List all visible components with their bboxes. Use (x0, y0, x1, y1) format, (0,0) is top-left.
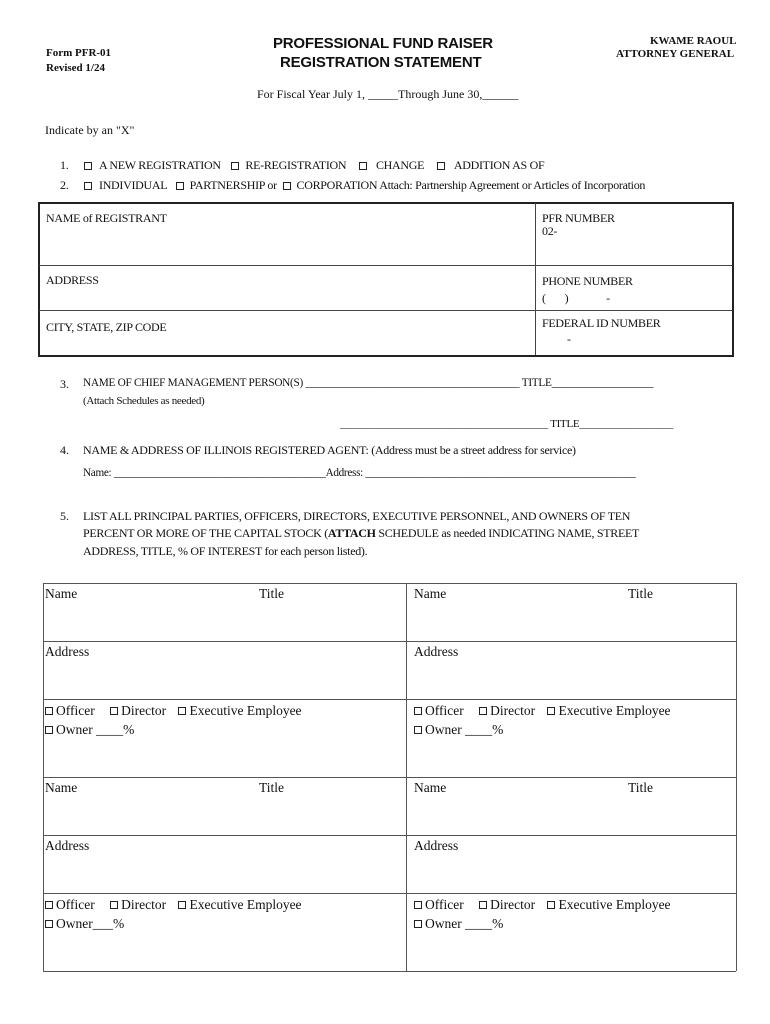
item-5-attach-bold: ATTACH (327, 526, 376, 540)
federal-id-field[interactable]: - (567, 332, 571, 346)
registered-agent-fields[interactable]: Name: ________________________________________Address: ___________________________________________________ (83, 467, 636, 479)
person-1-director-checkbox[interactable] (110, 707, 118, 715)
person-3-name-field[interactable]: Name (45, 780, 78, 795)
item-1-options (84, 158, 544, 173)
person-4-officer-label: Officer (425, 897, 464, 912)
person-4-owner-label: Owner ____% (425, 916, 504, 931)
person-4-roles (414, 897, 671, 913)
person-3-owner-label: Owner___% (56, 916, 125, 931)
person-1-owner[interactable] (45, 722, 134, 738)
person-4-owner[interactable] (414, 916, 503, 932)
table-border-bottom (43, 971, 736, 972)
item-5-line-1: LIST ALL PRINCIPAL PARTIES, OFFICERS, DIRECTORS, EXECUTIVE PERSONNEL, AND OWNERS OF TEN (83, 509, 631, 523)
person-1-executive-checkbox[interactable] (178, 707, 186, 715)
person-4-executive-checkbox[interactable] (547, 901, 555, 909)
change-checkbox[interactable] (359, 162, 367, 170)
item-5-line-3: ADDRESS, TITLE, % OF INTEREST for each person listed). (83, 544, 368, 558)
person-2-name-field[interactable]: Name (414, 586, 447, 601)
person-2-officer-checkbox[interactable] (414, 707, 422, 715)
addition-checkbox[interactable] (437, 162, 445, 170)
item-5-line-2-pre: PERCENT OR MORE OF THE CAPITAL STOCK ( (83, 526, 328, 540)
person-4-executive-label: Executive Employee (558, 897, 671, 912)
person-1-officer-checkbox[interactable] (45, 707, 53, 715)
person-2-executive-label: Executive Employee (558, 703, 671, 718)
addition-label: ADDITION AS OF (453, 158, 545, 172)
person-3-owner-checkbox[interactable] (45, 920, 53, 928)
individual-checkbox[interactable] (84, 182, 92, 190)
table-row-line-5 (43, 893, 736, 894)
person-2-address-field[interactable]: Address (414, 644, 459, 659)
form-revised-date: Revised 1/24 (46, 62, 105, 74)
corporation-label: CORPORATION Attach: Partnership Agreement or Articles of Incorporation (296, 178, 646, 192)
table-row-line-1 (43, 641, 736, 642)
person-2-owner-label: Owner ____% (425, 722, 504, 737)
form-title-line1: PROFESSIONAL FUND RAISER (273, 35, 493, 52)
item-5-number: 5. (60, 509, 69, 523)
item-2-options (84, 178, 645, 193)
person-1-address-field[interactable]: Address (45, 644, 90, 659)
registered-agent-label: NAME & ADDRESS OF ILLINOIS REGISTERED AGENT: (Address must be a street address for service) (83, 443, 576, 457)
person-3-owner[interactable] (45, 916, 124, 932)
corporation-checkbox[interactable] (283, 182, 291, 190)
person-1-name-field[interactable]: Name (45, 586, 78, 601)
table-row-line-2 (43, 699, 736, 700)
item-3-number: 3. (60, 377, 69, 391)
new-registration-checkbox[interactable] (84, 162, 92, 170)
chief-management-person-field[interactable]: NAME OF CHIEF MANAGEMENT PERSON(S) ________________________________________ TITLE___________________ (83, 377, 654, 389)
address-field[interactable]: ADDRESS (46, 273, 99, 287)
registrant-row-divider-1 (39, 265, 733, 266)
item-5-line-2 (83, 526, 639, 541)
new-registration-label: A NEW REGISTRATION (99, 158, 221, 172)
registrant-row-divider-2 (39, 310, 733, 311)
table-border-right (736, 583, 737, 971)
individual-label: INDIVIDUAL (99, 178, 167, 192)
person-1-roles (45, 703, 302, 719)
chief-management-person-field-2[interactable]: ________________________________________ TITLE__________________ (340, 418, 673, 430)
person-4-director-checkbox[interactable] (479, 901, 487, 909)
person-1-title-field[interactable]: Title (259, 586, 285, 601)
person-4-name-field[interactable]: Name (414, 780, 447, 795)
person-1-executive-label: Executive Employee (189, 703, 302, 718)
person-3-director-checkbox[interactable] (110, 901, 118, 909)
registrant-name-field[interactable]: NAME of REGISTRANT (46, 211, 167, 225)
partnership-label: PARTNERSHIP or (189, 178, 277, 192)
person-1-officer-label: Officer (56, 703, 95, 718)
person-2-officer-label: Officer (425, 703, 464, 718)
item-1-number: 1. (60, 158, 69, 172)
person-2-owner-checkbox[interactable] (414, 726, 422, 734)
person-3-executive-label: Executive Employee (189, 897, 302, 912)
attorney-general-name: KWAME RAOUL (650, 35, 737, 47)
person-4-title-field[interactable]: Title (628, 780, 654, 795)
person-3-roles (45, 897, 302, 913)
registrant-box-divider (535, 203, 536, 355)
pfr-number-label: PFR NUMBER (542, 211, 615, 225)
person-4-director-label: Director (490, 897, 536, 912)
attorney-general-title: ATTORNEY GENERAL (616, 48, 735, 60)
re-registration-checkbox[interactable] (231, 162, 239, 170)
federal-id-label: FEDERAL ID NUMBER (542, 316, 661, 330)
person-2-executive-checkbox[interactable] (547, 707, 555, 715)
person-4-officer-checkbox[interactable] (414, 901, 422, 909)
phone-number-label: PHONE NUMBER (542, 274, 633, 288)
person-4-address-field[interactable]: Address (414, 838, 459, 853)
table-row-line-3 (43, 777, 736, 778)
change-label: CHANGE (375, 158, 425, 172)
person-2-title-field[interactable]: Title (628, 586, 654, 601)
item-2-number: 2. (60, 178, 69, 192)
form-title-line2: REGISTRATION STATEMENT (280, 54, 482, 71)
city-state-zip-field[interactable]: CITY, STATE, ZIP CODE (46, 320, 167, 334)
person-3-title-field[interactable]: Title (259, 780, 285, 795)
person-1-owner-label: Owner ____% (56, 722, 135, 737)
person-3-officer-checkbox[interactable] (45, 901, 53, 909)
phone-number-field[interactable]: ( ) - (542, 291, 610, 305)
person-1-director-label: Director (121, 703, 167, 718)
person-3-executive-checkbox[interactable] (178, 901, 186, 909)
item-4-number: 4. (60, 443, 69, 457)
person-3-director-label: Director (121, 897, 167, 912)
pfr-number-field[interactable]: 02- (542, 224, 558, 238)
indicate-instruction: Indicate by an "X" (45, 123, 135, 137)
person-1-owner-checkbox[interactable] (45, 726, 53, 734)
attach-schedules-note: (Attach Schedules as needed) (83, 395, 205, 407)
person-3-officer-label: Officer (56, 897, 95, 912)
table-border-top (43, 583, 736, 584)
person-2-roles (414, 703, 671, 719)
person-4-owner-checkbox[interactable] (414, 920, 422, 928)
person-2-director-checkbox[interactable] (479, 707, 487, 715)
person-3-address-field[interactable]: Address (45, 838, 90, 853)
item-5-line-2-post: SCHEDULE as needed INDICATING NAME, STREET (375, 526, 640, 540)
person-2-director-label: Director (490, 703, 536, 718)
re-registration-label: RE-REGISTRATION (245, 158, 347, 172)
fiscal-year-line[interactable]: For Fiscal Year July 1, _____Through June 30,______ (257, 87, 519, 101)
form-number: Form PFR-01 (46, 47, 112, 59)
table-row-line-4 (43, 835, 736, 836)
person-2-owner[interactable] (414, 722, 503, 738)
partnership-checkbox[interactable] (176, 182, 184, 190)
